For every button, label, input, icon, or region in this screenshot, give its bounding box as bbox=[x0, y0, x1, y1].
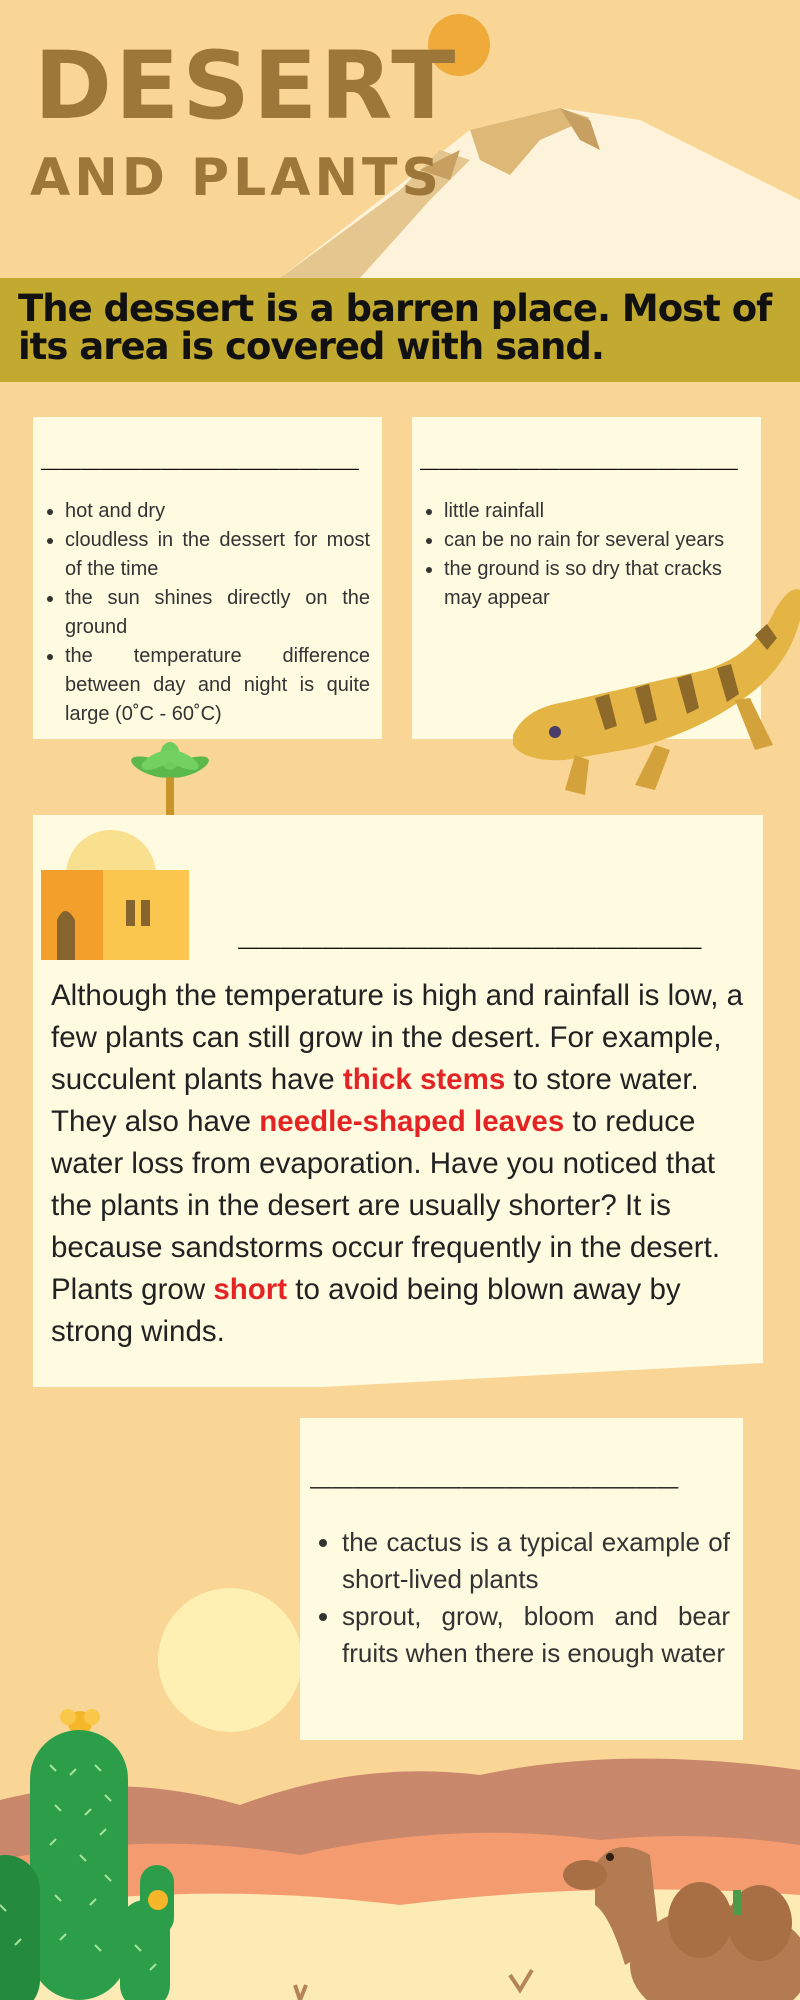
list-item: • cloudless in the dessert for most of the time bbox=[65, 526, 370, 584]
plants-paragraph bbox=[51, 975, 751, 1353]
page-title: DESERT bbox=[34, 32, 459, 141]
cactus-icon bbox=[0, 1695, 190, 2000]
plants-card bbox=[33, 815, 763, 1387]
camel-icon bbox=[555, 1825, 800, 2000]
plants-heading-blank: ______________________ bbox=[238, 910, 702, 950]
climate-heading-blank: ________________ bbox=[41, 431, 359, 470]
card-bottom-wave bbox=[323, 1363, 763, 1387]
list-item: • the temperature difference between day and night is quite large (0˚C - 60˚C) bbox=[65, 642, 370, 729]
rainfall-heading-blank: ________________ bbox=[420, 431, 738, 470]
list-item: • sprout, grow, bloom and bear fruits when there is enough water bbox=[342, 1598, 730, 1672]
list-item: • hot and dry bbox=[65, 497, 370, 526]
lizard-eye-icon bbox=[549, 726, 561, 738]
list-item: • little rainfall bbox=[444, 497, 764, 526]
desert-house-icon bbox=[41, 820, 189, 960]
paragraph-text: to reduce water loss from evaporation. Have you noticed that the plants in the desert are usually shorter? It is because sandstorms occur frequently in the desert. Plants grow bbox=[51, 1105, 721, 1306]
list-item: • the ground is so dry that cracks may appear bbox=[444, 555, 764, 613]
highlight-needle-shaped-leaves: needle-shaped leaves bbox=[259, 1105, 565, 1138]
highlight-short: short bbox=[213, 1273, 288, 1306]
small-flower-icon bbox=[148, 1890, 168, 1910]
lizard-illustration bbox=[505, 580, 800, 810]
cactus-card bbox=[300, 1418, 743, 1740]
paragraph-text: to avoid being blown away by strong winds. bbox=[51, 1273, 681, 1348]
list-item: • the sun shines directly on the ground bbox=[65, 584, 370, 642]
page-subtitle: AND PLANTS bbox=[30, 148, 443, 208]
paragraph-text: Although the temperature is high and rainfall is low, a few plants can still grow in the desert. For example, succulent plants have bbox=[51, 979, 744, 1096]
list-item: • the cactus is a typical example of short-lived plants bbox=[342, 1524, 730, 1598]
cactus-heading-blank: _________________ bbox=[310, 1448, 679, 1489]
list-item: • can be no rain for several years bbox=[444, 526, 764, 555]
climate-bullet-list bbox=[33, 497, 370, 729]
highlight-thick-stems: thick stems bbox=[342, 1063, 506, 1096]
climate-card bbox=[33, 417, 382, 739]
intro-banner-text: The dessert is a barren place. Most of its area is covered with sand. bbox=[18, 287, 772, 368]
paragraph-text: to store water. They also have bbox=[51, 1063, 699, 1138]
intro-banner bbox=[0, 278, 800, 382]
cactus-bullet-list bbox=[300, 1524, 730, 1672]
